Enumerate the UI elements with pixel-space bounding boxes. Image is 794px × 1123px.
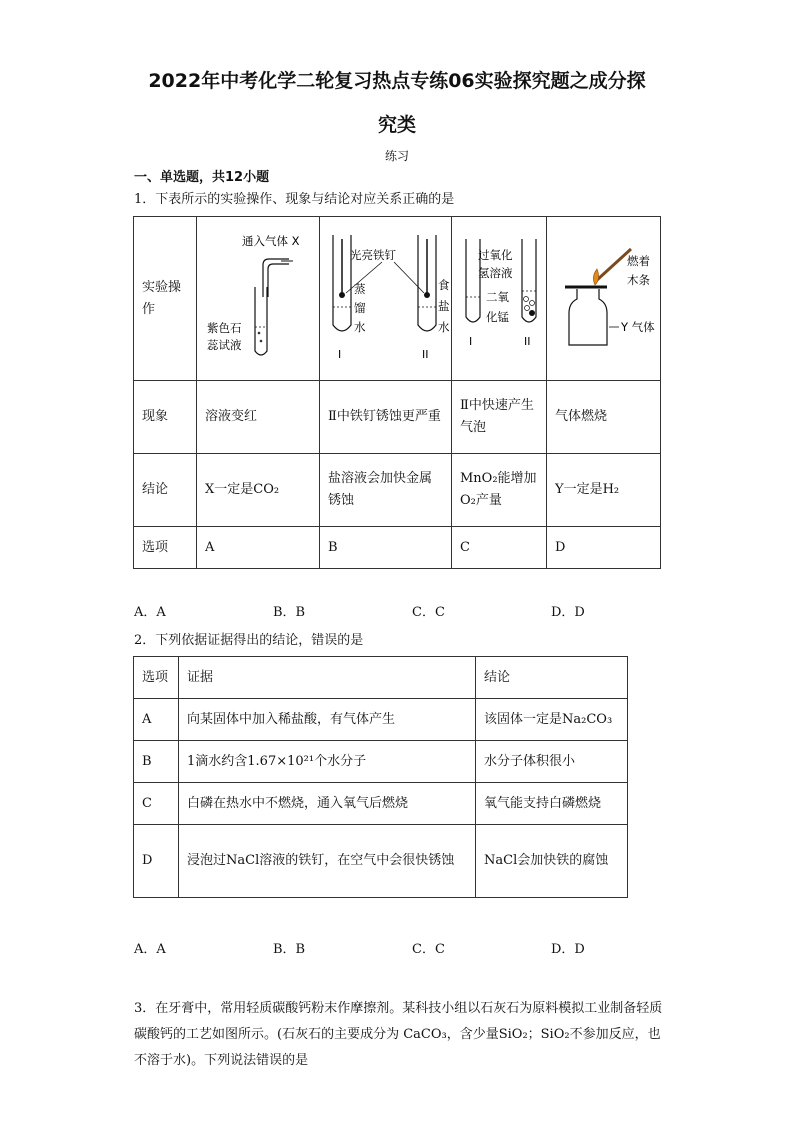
- doc-title-line1: 2022年中考化学二轮复习热点专练06实验探究题之成分探: [148, 70, 646, 92]
- option-a: A: [197, 527, 320, 569]
- figure-c: [452, 217, 547, 381]
- label-y-gas: Y 气体: [621, 320, 655, 334]
- answer-choice-b[interactable]: B．B: [273, 942, 306, 957]
- header-option: 选项: [134, 657, 179, 699]
- row-label-conclusion: 结论: [134, 454, 197, 527]
- row-c-evidence: 白磷在热水中不燃烧，通入氧气后燃烧: [179, 783, 476, 825]
- svg-text:燃着: 燃着: [627, 254, 650, 268]
- answer-choice-d[interactable]: D．D: [551, 605, 585, 620]
- option-c: C: [452, 527, 547, 569]
- question-1-stem: 1．下表所示的实验操作、现象与结论对应关系正确的是: [134, 192, 455, 207]
- phenomenon-a: 溶液变红: [197, 381, 320, 454]
- answer-choice-a[interactable]: A．A: [134, 605, 166, 620]
- figure-d: [547, 217, 661, 381]
- row-d-option: D: [134, 825, 179, 898]
- answer-choice-b[interactable]: B．B: [273, 605, 306, 620]
- svg-text:水: 水: [354, 320, 366, 334]
- label-gas-x: 通入气体 X: [242, 234, 300, 248]
- row-a-evidence: 向某固体中加入稀盐酸，有气体产生: [179, 699, 476, 741]
- label-litmus-1: 紫色石: [207, 321, 242, 335]
- question-1-answers: [134, 601, 694, 620]
- label-nail: 光亮铁钉: [350, 248, 396, 262]
- svg-text:I: I: [338, 348, 342, 361]
- row-a-option: A: [134, 699, 179, 741]
- svg-text:馏: 馏: [354, 301, 366, 315]
- svg-text:氢溶液: 氢溶液: [478, 266, 513, 280]
- header-conclusion: 结论: [476, 657, 628, 699]
- svg-text:过氧化: 过氧化: [478, 248, 513, 262]
- figure-b: [320, 217, 452, 381]
- svg-text:II: II: [524, 335, 531, 348]
- row-c-conclusion: 氧气能支持白磷燃烧: [476, 783, 628, 825]
- svg-text:木条: 木条: [627, 273, 650, 287]
- gas-bottle-diagram: [547, 217, 660, 372]
- svg-text:化锰: 化锰: [486, 310, 509, 324]
- svg-text:二氧: 二氧: [486, 290, 509, 304]
- row-b-evidence: 1滴水约含1.67×10²¹个水分子: [179, 741, 476, 783]
- conclusion-b: 盐溶液会加快金属锈蚀: [320, 454, 452, 527]
- h2o2-diagram: [452, 217, 546, 372]
- conclusion-d: Y一定是H₂: [547, 454, 661, 527]
- svg-text:I: I: [469, 335, 473, 348]
- answer-choice-a[interactable]: A．A: [134, 942, 166, 957]
- question-2-table: [133, 656, 628, 898]
- row-label-phenomenon: 现象: [134, 381, 197, 454]
- phenomenon-c: Ⅱ中快速产生气泡: [452, 381, 547, 454]
- option-b: B: [320, 527, 452, 569]
- litmus-tube-diagram: [197, 217, 319, 372]
- phenomenon-d: 气体燃烧: [547, 381, 661, 454]
- iron-nail-diagram: [320, 217, 451, 372]
- question-3-text: 3．在牙膏中，常用轻质碳酸钙粉末作摩擦剂。某科技小组以石灰石为原料模拟工业制备轻质碳酸钙的工艺如图所示。(石灰石的主要成分为 CaCO₃，含少量SiO₂；SiO₂不参加反应，也不溶于水)。下列说法错误的是: [134, 1001, 663, 1068]
- svg-text:盐: 盐: [438, 299, 450, 313]
- option-d: D: [547, 527, 661, 569]
- row-a-conclusion: 该固体一定是Na₂CO₃: [476, 699, 628, 741]
- question-2-answers: [134, 938, 694, 957]
- answer-choice-c[interactable]: C．C: [412, 605, 445, 620]
- row-b-option: B: [134, 741, 179, 783]
- label-litmus-2: 蕊试液: [207, 338, 242, 352]
- row-d-conclusion: NaCl会加快铁的腐蚀: [476, 825, 628, 898]
- question-1-table: [133, 216, 661, 569]
- conclusion-a: X一定是CO₂: [197, 454, 320, 527]
- svg-text:蒸: 蒸: [354, 282, 366, 296]
- answer-choice-c[interactable]: C．C: [412, 942, 445, 957]
- header-evidence: 证据: [179, 657, 476, 699]
- row-label-option: 选项: [134, 527, 197, 569]
- svg-text:II: II: [422, 348, 429, 361]
- question-2-stem: 2．下列依据证据得出的结论，错误的是: [134, 633, 364, 648]
- row-c-option: C: [134, 783, 179, 825]
- doc-title-line2: 究类: [377, 114, 416, 136]
- phenomenon-b: Ⅱ中铁钉锈蚀更严重: [320, 381, 452, 454]
- svg-text:水: 水: [438, 320, 450, 334]
- doc-subtitle: 练习: [384, 149, 409, 163]
- section-heading: 一、单选题，共12小题: [134, 170, 270, 185]
- row-d-evidence: 浸泡过NaCl溶液的铁钉，在空气中会很快锈蚀: [179, 825, 476, 898]
- row-b-conclusion: 水分子体积很小: [476, 741, 628, 783]
- svg-text:食: 食: [438, 278, 450, 292]
- row-label-operation: 实验操作: [134, 217, 197, 381]
- figure-a: [197, 217, 320, 381]
- conclusion-c: MnO₂能增加O₂产量: [452, 454, 547, 527]
- answer-choice-d[interactable]: D．D: [551, 942, 585, 957]
